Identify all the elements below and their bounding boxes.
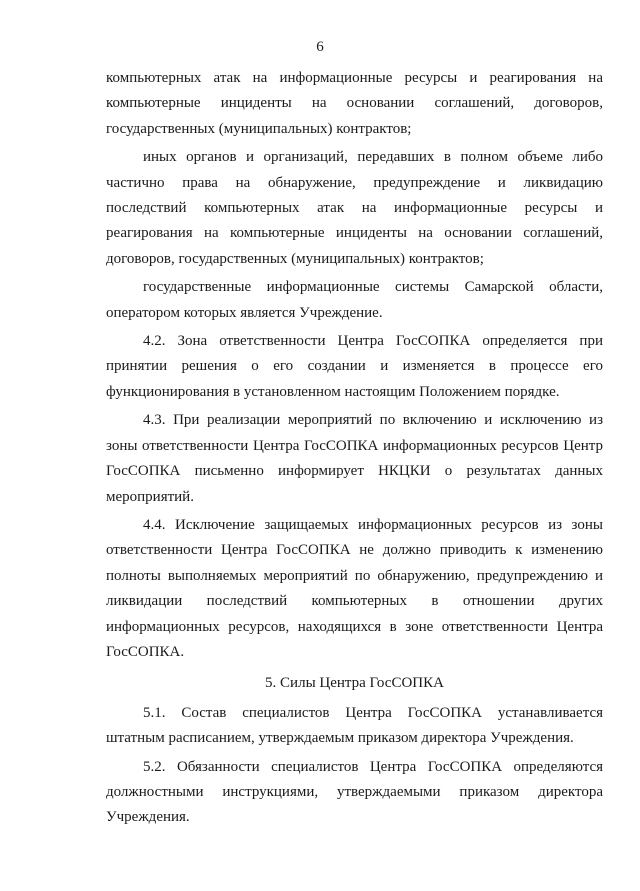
paragraph-5-2: 5.2. Обязанности специалистов Центра ГосСОПКА определяются должностными инструкциями, утверждаемыми приказом директора Учреждения. — [106, 758, 603, 826]
section-heading: 5. Силы Центра ГосСОПКА — [265, 675, 444, 692]
paragraph-4-3: 4.3. При реализации мероприятий по включению и исключению из зоны ответственности Центра ГосСОПКА информационных ресурсов Центр ГосСОПКА письменно информирует НКЦКИ о результатах данных мероприятий. — [106, 412, 603, 505]
paragraph-other-organizations: иных органов и организаций, передавших в полном объеме либо частично права на обнаружение, предупреждение и ликвидацию последствий компьютерных атак на информационные ресурсы и реагирования на компьютерные инциденты на основании соглашений, договоров, государственных (муниципальных) контрактов; — [106, 149, 603, 267]
document-body — [106, 66, 603, 831]
page-number: 6 — [316, 39, 324, 55]
paragraph-continuation: компьютерных атак на информационные ресурсы и реагирования на компьютерные инциденты на основании соглашений, договоров, государственных (муниципальных) контрактов; — [106, 70, 603, 137]
paragraph-state-systems: государственные информационные системы Самарской области, оператором которых является Учреждение. — [106, 279, 603, 321]
paragraph-4-4: 4.4. Исключение защищаемых информационных ресурсов из зоны ответственности Центра ГосСОПКА не должно приводить к изменению полноты выполняемых мероприятий по обнаружению, предупреждению и ликвидации последствий компьютерных в отношении других информационных ресурсов, находящихся в зоне ответственности Центра ГосСОПКА. — [106, 516, 603, 660]
paragraph-5-1: 5.1. Состав специалистов Центра ГосСОПКА устанавливается штатным расписанием, утверждаемым приказом директора Учреждения. — [106, 704, 603, 747]
paragraph-4-2: 4.2. Зона ответственности Центра ГосСОПКА определяется при принятии решения о его создании и изменяется в процессе его функционирования в установленном настоящим Положением порядке. — [106, 333, 603, 400]
